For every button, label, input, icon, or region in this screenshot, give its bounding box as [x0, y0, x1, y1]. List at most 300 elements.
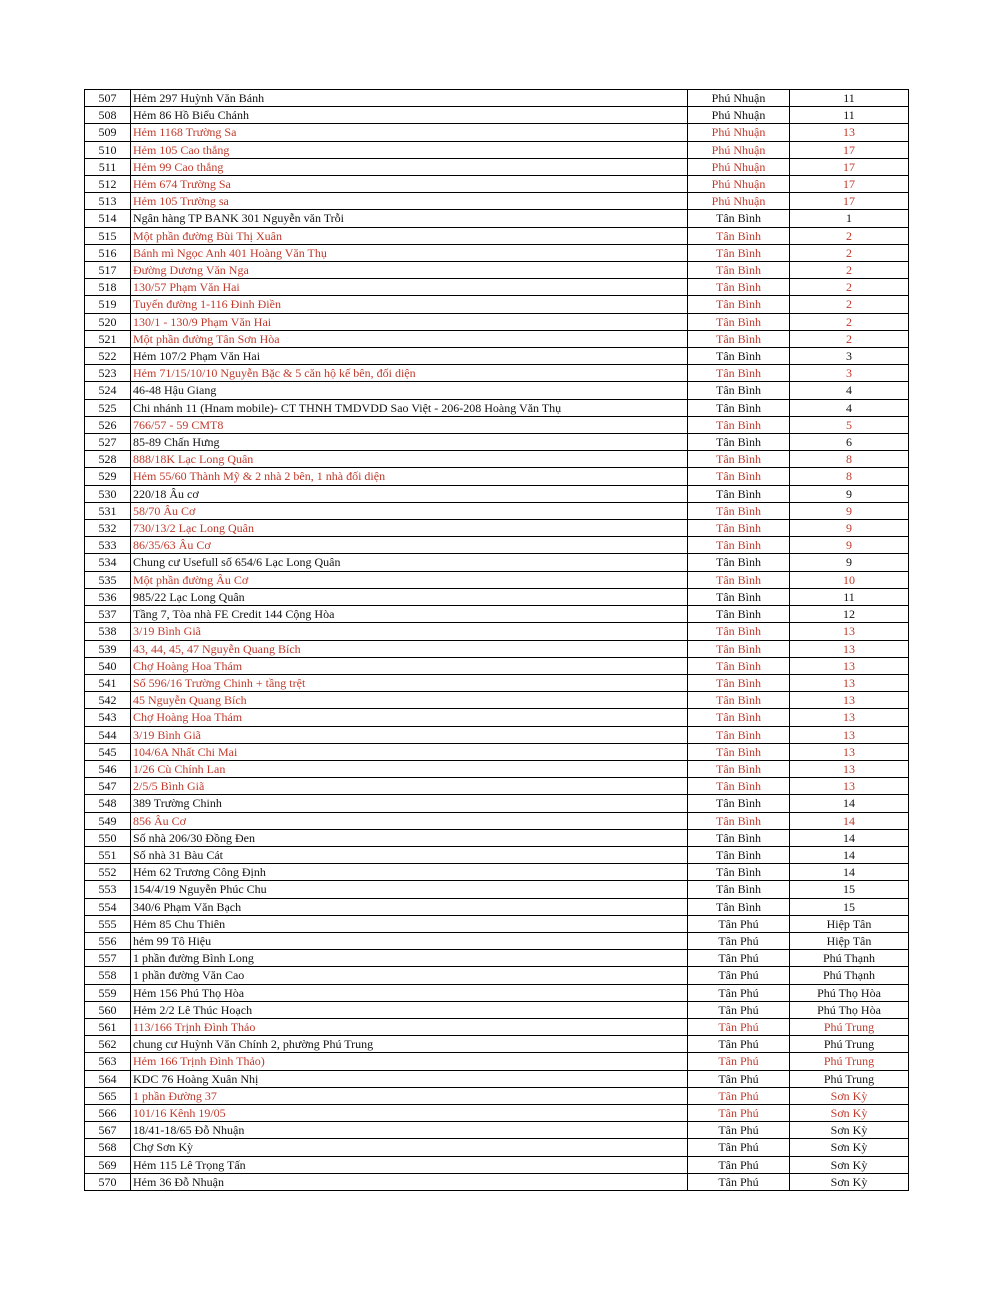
row-district: Phú Nhuận	[688, 158, 790, 175]
document-page	[84, 89, 908, 1191]
table-row	[85, 330, 909, 347]
row-number: 548	[85, 795, 131, 812]
row-district: Tân Phú	[688, 932, 790, 949]
row-district: Tân Bình	[688, 864, 790, 881]
row-district: Tân Bình	[688, 296, 790, 313]
table-row	[85, 1173, 909, 1190]
row-district: Tân Bình	[688, 279, 790, 296]
row-district: Tân Phú	[688, 1104, 790, 1121]
table-row	[85, 606, 909, 623]
row-number: 510	[85, 141, 131, 158]
row-district: Tân Bình	[688, 502, 790, 519]
row-ward: 9	[790, 537, 909, 554]
row-ward: 3	[790, 365, 909, 382]
table-row	[85, 915, 909, 932]
row-number: 567	[85, 1122, 131, 1139]
row-address: 3/19 Bình Giã	[131, 726, 688, 743]
row-district: Phú Nhuận	[688, 107, 790, 124]
row-address: 888/18K Lạc Long Quân	[131, 451, 688, 468]
lockdown-area-table	[84, 89, 909, 1191]
row-number: 531	[85, 502, 131, 519]
row-number: 561	[85, 1018, 131, 1035]
table-row	[85, 864, 909, 881]
row-address: Chợ Sơn Kỳ	[131, 1139, 688, 1156]
row-number: 516	[85, 244, 131, 261]
row-ward: 13	[790, 726, 909, 743]
row-ward: 17	[790, 158, 909, 175]
row-district: Tân Bình	[688, 640, 790, 657]
table-row	[85, 176, 909, 193]
row-ward: 2	[790, 262, 909, 279]
row-number: 540	[85, 657, 131, 674]
row-ward: 14	[790, 846, 909, 863]
row-district: Tân Bình	[688, 520, 790, 537]
table-row	[85, 434, 909, 451]
row-district: Tân Bình	[688, 244, 790, 261]
row-ward: Phú Thọ Hòa	[790, 1001, 909, 1018]
row-ward: 1	[790, 210, 909, 227]
table-row	[85, 881, 909, 898]
row-number: 528	[85, 451, 131, 468]
row-ward: 9	[790, 520, 909, 537]
row-number: 541	[85, 674, 131, 691]
row-ward: 8	[790, 451, 909, 468]
row-ward: 11	[790, 107, 909, 124]
row-address: Hẻm 2/2 Lê Thúc Hoạch	[131, 1001, 688, 1018]
row-address: 58/70 Âu Cơ	[131, 502, 688, 519]
row-number: 536	[85, 588, 131, 605]
row-ward: 14	[790, 795, 909, 812]
table-row	[85, 399, 909, 416]
row-ward: 4	[790, 382, 909, 399]
row-district: Tân Bình	[688, 709, 790, 726]
row-number: 550	[85, 829, 131, 846]
row-ward: 3	[790, 348, 909, 365]
row-address: Hẻm 62 Trương Công Định	[131, 864, 688, 881]
row-number: 515	[85, 227, 131, 244]
table-row	[85, 107, 909, 124]
row-number: 554	[85, 898, 131, 915]
row-number: 562	[85, 1036, 131, 1053]
row-district: Tân Bình	[688, 692, 790, 709]
row-number: 537	[85, 606, 131, 623]
row-district: Tân Phú	[688, 1139, 790, 1156]
row-district: Tân Bình	[688, 451, 790, 468]
row-address: Hẻm 297 Huỳnh Văn Bánh	[131, 90, 688, 107]
table-row	[85, 967, 909, 984]
row-ward: 13	[790, 623, 909, 640]
row-district: Tân Phú	[688, 1036, 790, 1053]
row-ward: 12	[790, 606, 909, 623]
row-district: Tân Bình	[688, 898, 790, 915]
row-number: 511	[85, 158, 131, 175]
row-district: Tân Bình	[688, 606, 790, 623]
row-number: 517	[85, 262, 131, 279]
row-number: 524	[85, 382, 131, 399]
row-number: 570	[85, 1173, 131, 1190]
table-row	[85, 726, 909, 743]
table-row	[85, 588, 909, 605]
row-address: 113/166 Trịnh Đình Thảo	[131, 1018, 688, 1035]
row-address: Một phần đường Bùi Thị Xuân	[131, 227, 688, 244]
table-row	[85, 313, 909, 330]
row-number: 526	[85, 416, 131, 433]
row-number: 535	[85, 571, 131, 588]
row-district: Tân Phú	[688, 1070, 790, 1087]
row-number: 529	[85, 468, 131, 485]
row-number: 513	[85, 193, 131, 210]
row-address: 104/6A Nhất Chi Mai	[131, 743, 688, 760]
row-number: 544	[85, 726, 131, 743]
table-row	[85, 210, 909, 227]
row-address: 730/13/2 Lạc Long Quân	[131, 520, 688, 537]
table-body	[85, 90, 909, 1191]
row-district: Tân Bình	[688, 846, 790, 863]
row-number: 527	[85, 434, 131, 451]
row-number: 565	[85, 1087, 131, 1104]
table-row	[85, 485, 909, 502]
row-district: Tân Bình	[688, 313, 790, 330]
row-number: 539	[85, 640, 131, 657]
row-address: Số nhà 206/30 Đồng Đen	[131, 829, 688, 846]
row-number: 560	[85, 1001, 131, 1018]
table-row	[85, 279, 909, 296]
row-address: 220/18 Âu cơ	[131, 485, 688, 502]
row-address: 340/6 Phạm Văn Bạch	[131, 898, 688, 915]
row-address: Hẻm 674 Trường Sa	[131, 176, 688, 193]
table-row	[85, 1104, 909, 1121]
row-number: 509	[85, 124, 131, 141]
row-number: 569	[85, 1156, 131, 1173]
row-number: 545	[85, 743, 131, 760]
row-district: Tân Phú	[688, 1018, 790, 1035]
table-row	[85, 571, 909, 588]
row-ward: 17	[790, 176, 909, 193]
row-district: Phú Nhuận	[688, 141, 790, 158]
row-address: Tuyến đường 1-116 Đinh Điền	[131, 296, 688, 313]
row-address: Hẻm 1168 Trường Sa	[131, 124, 688, 141]
row-number: 512	[85, 176, 131, 193]
row-ward: 13	[790, 778, 909, 795]
row-number: 532	[85, 520, 131, 537]
row-number: 522	[85, 348, 131, 365]
row-ward: 2	[790, 296, 909, 313]
row-district: Tân Bình	[688, 537, 790, 554]
row-ward: Hiệp Tân	[790, 932, 909, 949]
table-row	[85, 141, 909, 158]
row-district: Tân Phú	[688, 950, 790, 967]
table-row	[85, 520, 909, 537]
row-ward: Phú Thạnh	[790, 967, 909, 984]
table-row	[85, 244, 909, 261]
row-address: 1 phần đường Văn Cao	[131, 967, 688, 984]
row-ward: 4	[790, 399, 909, 416]
row-address: Hẻm 71/15/10/10 Nguyễn Bặc & 5 căn hộ kế bên, đối diện	[131, 365, 688, 382]
row-address: Hẻm 55/60 Thành Mỹ & 2 nhà 2 bên, 1 nhà đối diện	[131, 468, 688, 485]
row-number: 530	[85, 485, 131, 502]
row-number: 564	[85, 1070, 131, 1087]
table-row	[85, 760, 909, 777]
row-ward: 2	[790, 279, 909, 296]
row-address: Số 596/16 Trường Chinh + tầng trệt	[131, 674, 688, 691]
row-ward: 13	[790, 124, 909, 141]
row-district: Phú Nhuận	[688, 124, 790, 141]
row-ward: 11	[790, 588, 909, 605]
row-address: Chi nhánh 11 (Hnam mobile)- CT THNH TMDVDD Sao Việt - 206-208 Hoàng Văn Thụ	[131, 399, 688, 416]
table-row	[85, 1053, 909, 1070]
row-ward: Phú Trung	[790, 1036, 909, 1053]
row-number: 521	[85, 330, 131, 347]
row-ward: 10	[790, 571, 909, 588]
row-address: 45 Nguyễn Quang Bích	[131, 692, 688, 709]
row-address: Chợ Hoàng Hoa Thám	[131, 709, 688, 726]
row-ward: Sơn Kỳ	[790, 1122, 909, 1139]
row-ward: 15	[790, 881, 909, 898]
table-row	[85, 451, 909, 468]
row-address: Chung cư Usefull số 654/6 Lạc Long Quân	[131, 554, 688, 571]
row-address: 766/57 - 59 CMT8	[131, 416, 688, 433]
row-address: Tầng 7, Tòa nhà FE Credit 144 Cộng Hòa	[131, 606, 688, 623]
row-number: 518	[85, 279, 131, 296]
row-address: Ngân hàng TP BANK 301 Nguyễn văn Trỗi	[131, 210, 688, 227]
row-ward: 17	[790, 141, 909, 158]
table-row	[85, 262, 909, 279]
row-number: 556	[85, 932, 131, 949]
row-address: Một phần đường Tân Sơn Hòa	[131, 330, 688, 347]
row-number: 520	[85, 313, 131, 330]
row-number: 558	[85, 967, 131, 984]
row-ward: 13	[790, 674, 909, 691]
row-district: Phú Nhuận	[688, 176, 790, 193]
table-row	[85, 502, 909, 519]
table-row	[85, 984, 909, 1001]
row-ward: 9	[790, 485, 909, 502]
row-district: Tân Bình	[688, 657, 790, 674]
row-number: 555	[85, 915, 131, 932]
table-row	[85, 1139, 909, 1156]
row-ward: 13	[790, 760, 909, 777]
row-district: Tân Bình	[688, 348, 790, 365]
row-ward: 2	[790, 313, 909, 330]
row-district: Tân Bình	[688, 623, 790, 640]
row-district: Tân Bình	[688, 829, 790, 846]
row-ward: Sơn Kỳ	[790, 1087, 909, 1104]
row-number: 538	[85, 623, 131, 640]
row-address: Bánh mì Ngọc Anh 401 Hoàng Văn Thụ	[131, 244, 688, 261]
table-row	[85, 416, 909, 433]
row-ward: Sơn Kỳ	[790, 1173, 909, 1190]
row-district: Tân Bình	[688, 382, 790, 399]
row-district: Tân Bình	[688, 468, 790, 485]
table-row	[85, 1070, 909, 1087]
row-address: 101/16 Kênh 19/05	[131, 1104, 688, 1121]
table-row	[85, 1018, 909, 1035]
row-ward: 9	[790, 554, 909, 571]
row-district: Tân Bình	[688, 554, 790, 571]
table-row	[85, 795, 909, 812]
row-number: 568	[85, 1139, 131, 1156]
row-ward: 13	[790, 657, 909, 674]
table-row	[85, 382, 909, 399]
row-address: 1/26 Cù Chính Lan	[131, 760, 688, 777]
table-row	[85, 898, 909, 915]
row-ward: Sơn Kỳ	[790, 1104, 909, 1121]
table-row	[85, 90, 909, 107]
row-ward: 13	[790, 640, 909, 657]
row-address: 130/1 - 130/9 Phạm Văn Hai	[131, 313, 688, 330]
row-address: Hẻm 105 Trường sa	[131, 193, 688, 210]
row-address: Số nhà 31 Bàu Cát	[131, 846, 688, 863]
row-address: Hẻm 115 Lê Trọng Tấn	[131, 1156, 688, 1173]
table-row	[85, 640, 909, 657]
row-number: 519	[85, 296, 131, 313]
row-number: 552	[85, 864, 131, 881]
table-row	[85, 468, 909, 485]
table-row	[85, 1001, 909, 1018]
row-address: chung cư Huỳnh Văn Chính 2, phường Phú Trung	[131, 1036, 688, 1053]
table-row	[85, 124, 909, 141]
row-district: Tân Bình	[688, 812, 790, 829]
row-district: Tân Phú	[688, 1087, 790, 1104]
row-district: Tân Bình	[688, 760, 790, 777]
row-ward: 2	[790, 244, 909, 261]
row-ward: 14	[790, 812, 909, 829]
row-number: 543	[85, 709, 131, 726]
row-address: 1 phần Đường 37	[131, 1087, 688, 1104]
row-ward: 6	[790, 434, 909, 451]
row-ward: Phú Trung	[790, 1018, 909, 1035]
table-row	[85, 193, 909, 210]
row-district: Tân Phú	[688, 1122, 790, 1139]
row-number: 553	[85, 881, 131, 898]
row-ward: Phú Thạnh	[790, 950, 909, 967]
row-number: 542	[85, 692, 131, 709]
row-address: 154/4/19 Nguyễn Phúc Chu	[131, 881, 688, 898]
table-row	[85, 1156, 909, 1173]
row-district: Tân Bình	[688, 365, 790, 382]
table-row	[85, 674, 909, 691]
table-row	[85, 932, 909, 949]
row-number: 523	[85, 365, 131, 382]
table-row	[85, 365, 909, 382]
row-ward: 13	[790, 743, 909, 760]
table-row	[85, 812, 909, 829]
table-row	[85, 623, 909, 640]
table-row	[85, 537, 909, 554]
table-row	[85, 846, 909, 863]
row-address: Một phần đường Âu Cơ	[131, 571, 688, 588]
row-district: Tân Bình	[688, 674, 790, 691]
row-ward: 14	[790, 829, 909, 846]
row-address: 1 phần đường Bình Long	[131, 950, 688, 967]
table-row	[85, 554, 909, 571]
row-address: 86/35/63 Âu Cơ	[131, 537, 688, 554]
row-district: Tân Bình	[688, 881, 790, 898]
row-address: 3/19 Bình Giã	[131, 623, 688, 640]
row-district: Tân Phú	[688, 1156, 790, 1173]
row-district: Tân Phú	[688, 984, 790, 1001]
row-ward: 11	[790, 90, 909, 107]
row-district: Phú Nhuận	[688, 193, 790, 210]
row-address: 130/57 Phạm Văn Hai	[131, 279, 688, 296]
row-address: Hẻm 99 Cao thắng	[131, 158, 688, 175]
row-ward: 15	[790, 898, 909, 915]
row-address: KDC 76 Hoàng Xuân Nhị	[131, 1070, 688, 1087]
row-district: Tân Bình	[688, 330, 790, 347]
table-row	[85, 158, 909, 175]
row-number: 508	[85, 107, 131, 124]
row-address: 2/5/5 Bình Giã	[131, 778, 688, 795]
table-row	[85, 950, 909, 967]
row-address: 985/22 Lạc Long Quân	[131, 588, 688, 605]
row-ward: Sơn Kỳ	[790, 1139, 909, 1156]
row-address: Hẻm 85 Chu Thiên	[131, 915, 688, 932]
row-address: 18/41-18/65 Đỗ Nhuận	[131, 1122, 688, 1139]
row-address: Hẻm 166 Trịnh Đình Thảo)	[131, 1053, 688, 1070]
row-district: Tân Bình	[688, 434, 790, 451]
table-row	[85, 829, 909, 846]
row-number: 533	[85, 537, 131, 554]
row-address: Đường Dương Văn Nga	[131, 262, 688, 279]
table-row	[85, 709, 909, 726]
row-address: Hẻm 86 Hồ Biểu Chánh	[131, 107, 688, 124]
row-district: Phú Nhuận	[688, 90, 790, 107]
row-district: Tân Bình	[688, 262, 790, 279]
row-number: 557	[85, 950, 131, 967]
row-number: 551	[85, 846, 131, 863]
row-district: Tân Bình	[688, 571, 790, 588]
row-ward: 13	[790, 692, 909, 709]
row-district: Tân Phú	[688, 967, 790, 984]
row-ward: 5	[790, 416, 909, 433]
row-district: Tân Bình	[688, 416, 790, 433]
row-ward: 8	[790, 468, 909, 485]
table-row	[85, 227, 909, 244]
row-district: Tân Bình	[688, 485, 790, 502]
row-number: 566	[85, 1104, 131, 1121]
row-district: Tân Bình	[688, 399, 790, 416]
row-address: 43, 44, 45, 47 Nguyễn Quang Bích	[131, 640, 688, 657]
row-district: Tân Phú	[688, 1001, 790, 1018]
row-address: 389 Trường Chinh	[131, 795, 688, 812]
row-address: Hẻm 36 Đỗ Nhuận	[131, 1173, 688, 1190]
row-district: Tân Bình	[688, 726, 790, 743]
row-address: 46-48 Hậu Giang	[131, 382, 688, 399]
row-ward: 14	[790, 864, 909, 881]
table-row	[85, 1036, 909, 1053]
table-row	[85, 1087, 909, 1104]
row-address: Hẻm 107/2 Phạm Văn Hai	[131, 348, 688, 365]
row-ward: 17	[790, 193, 909, 210]
row-district: Tân Bình	[688, 210, 790, 227]
table-row	[85, 778, 909, 795]
row-ward: Phú Trung	[790, 1053, 909, 1070]
row-ward: 2	[790, 330, 909, 347]
row-ward: 9	[790, 502, 909, 519]
row-number: 546	[85, 760, 131, 777]
row-district: Tân Phú	[688, 915, 790, 932]
row-ward: Phú Thọ Hòa	[790, 984, 909, 1001]
table-row	[85, 296, 909, 313]
row-ward: 13	[790, 709, 909, 726]
row-address: 85-89 Chấn Hưng	[131, 434, 688, 451]
row-number: 547	[85, 778, 131, 795]
row-district: Tân Phú	[688, 1053, 790, 1070]
row-ward: Hiệp Tân	[790, 915, 909, 932]
row-number: 534	[85, 554, 131, 571]
row-address: Hẻm 105 Cao thắng	[131, 141, 688, 158]
row-address: hẻm 99 Tô Hiệu	[131, 932, 688, 949]
